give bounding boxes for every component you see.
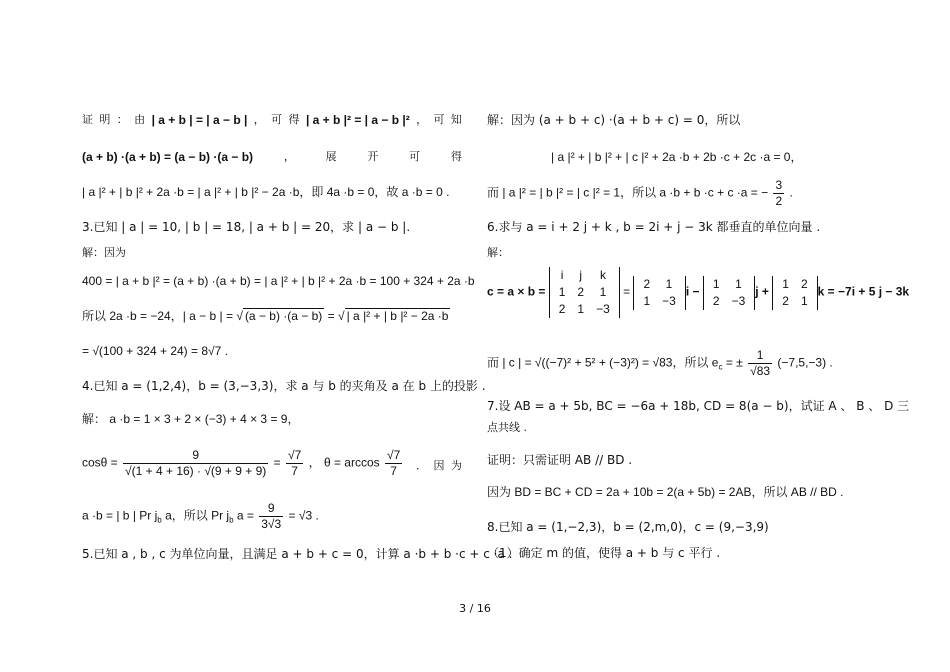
matrix-cell: 1: [599, 285, 607, 299]
math-expr: | a + b | = | a − b |: [151, 113, 248, 127]
q6-norm-tail: = ±: [725, 355, 743, 370]
matrix-cell: 2: [577, 285, 585, 299]
matrix-row: [553, 301, 616, 318]
matrix-cell: 2: [643, 276, 651, 291]
theta-numerator: √7: [386, 448, 401, 462]
proof-word: 因: [433, 459, 445, 472]
proj-subscript: b: [157, 515, 162, 525]
matrix-row: [637, 276, 681, 293]
cos-numerator: 9: [123, 448, 268, 464]
question-5: 5.已知 a , b , c 为单位向量，且满足 a + b + c = 0，计算 a ·b + b ·c + c ·a .: [82, 547, 513, 561]
matrix-cell: 2: [558, 302, 566, 316]
proj-mid: a，所以 Pr j: [165, 508, 230, 523]
q5-fraction: [773, 178, 784, 209]
proof-line-3: | a |² + | b |² + 2a ·b = | a |² + | b |² − 2a ·b，即 4a ·b = 0，故 a ·b = 0 .: [82, 185, 450, 199]
proj-denominator: 3√3: [261, 517, 282, 531]
proof-line-1: [82, 112, 462, 128]
q6-norm-subscript: c: [718, 362, 723, 372]
sqrt-symbol: √: [338, 309, 345, 323]
proj-tail: = √3 .: [288, 508, 319, 523]
cos-result-denominator: 7: [291, 464, 298, 478]
solution-label: 解：: [487, 246, 509, 259]
proof-word: 证: [82, 113, 93, 126]
proj-a: a =: [236, 508, 254, 523]
matrix-cell: 1: [558, 285, 566, 299]
q4-dot-product: 解： a ·b = 1 × 3 + 2 × (−3) + 4 × 3 = 9，: [82, 412, 300, 426]
proj-subscript: b: [229, 515, 234, 525]
proj-prefix: a ·b = | b | Pr j: [82, 508, 158, 523]
question-7: 7.设 AB = a + 5b, BC = −6a + 18b, CD = 8(a − b)，试证 A 、 B 、 D 三: [487, 399, 910, 413]
matrix-cell: j: [579, 268, 583, 282]
proof-word: 得: [288, 113, 300, 126]
q3-eq2-radicand-2: | a |² + | b |² − 2a ·b: [346, 309, 449, 323]
matrix-cell: −3: [662, 293, 676, 308]
cos-denominator: √(1 + 4 + 16) · √(9 + 9 + 9): [125, 464, 267, 478]
proof-word: 由: [134, 113, 146, 126]
page-number: 3 / 16: [459, 602, 491, 615]
minor-3: [772, 276, 817, 310]
matrix-row: [707, 276, 751, 293]
matrix-cell: 1: [577, 302, 585, 316]
proof-word: 为: [451, 459, 462, 472]
matrix-cell: −3: [731, 293, 746, 308]
proof-word: 可: [271, 113, 283, 126]
matrix-cell: k: [599, 268, 606, 282]
q5-denominator: 2: [775, 194, 783, 208]
theta-part: ， θ = arccos: [308, 455, 380, 470]
proof-word: 展: [325, 150, 337, 163]
matrix-cell: i: [560, 268, 564, 282]
unit-j: j +: [755, 284, 769, 299]
matrix-cell: 1: [665, 276, 673, 291]
proof-word: 明: [99, 113, 111, 126]
q6-norm: [487, 348, 833, 379]
proof-word: ：: [116, 113, 128, 126]
question-7-continued: 点共线 .: [487, 421, 527, 434]
matrix-cell: 2: [712, 293, 720, 308]
matrix-row: [707, 293, 751, 310]
matrix-row: [637, 293, 681, 310]
q5-solution: 解：因为 (a + b + c) ·(a + b + c) = 0，所以: [487, 113, 741, 127]
proof-word: ，: [283, 150, 295, 163]
minor-1: [633, 276, 685, 310]
matrix-row: [776, 276, 813, 293]
proof-word: ．: [416, 459, 427, 472]
matrix-cell: 1: [735, 276, 742, 291]
theta-fraction: [385, 448, 402, 479]
matrix-row: [776, 293, 813, 310]
q4-projection-line: [82, 501, 319, 532]
matrix-cell: 1: [643, 293, 651, 308]
q3-equation-1: 400 = | a + b |² = (a + b) ·(a + b) = | a |² + | b |² + 2a ·b = 100 + 324 + 2a ·b: [82, 274, 475, 288]
proof-word: 知: [450, 113, 462, 126]
matrix-cell: 1: [782, 276, 789, 291]
q5-result-prefix: 而 | a |² = | b |² = | c |² = 1，所以 a ·b + b ·c + c ·a = −: [487, 185, 769, 200]
cos-result-numerator: √7: [288, 448, 302, 462]
q3-eq2-radicand-1: (a − b) ·(a − b): [244, 309, 323, 323]
q6-numerator: 1: [748, 348, 772, 364]
proof-word: 得: [450, 150, 462, 163]
matrix-cell: 2: [800, 276, 808, 291]
q7-calc: 因为 BD = BC + CD = 2a + 10b = 2(a + 5b) = 2AB，所以 AB // BD .: [487, 485, 844, 499]
cos-fraction: [123, 448, 268, 479]
q6-tail: k = −7i + 5 j − 3k: [817, 284, 910, 299]
proof-word: ，: [253, 113, 265, 126]
theta-denominator: 7: [390, 464, 397, 478]
equals-sign: =: [327, 309, 335, 323]
q4-cos-line: [82, 448, 462, 479]
minor-table: [707, 276, 751, 310]
q3-equation-3: = √(100 + 324 + 24) = 8√7 .: [82, 344, 228, 358]
minor-table: [637, 276, 681, 310]
yin-wei-group: [416, 458, 462, 474]
question-6: 6.求与 a = i + 2 j + k , b = 2i + j − 3k 都垂直的单位向量 .: [487, 220, 821, 234]
question-4: 4.已知 a = (1,2,4)，b = (3,−3,3)，求 a 与 b 的夹角及 a 在 b 上的投影 .: [82, 379, 486, 393]
proof-line-2: [82, 149, 462, 165]
proj-fraction: [259, 501, 283, 532]
q5-result: [487, 178, 793, 209]
math-expr: (a + b) ·(a + b) = (a − b) ·(a − b): [82, 150, 254, 164]
equals-sign: =: [623, 284, 631, 299]
q3-equation-2: [82, 308, 450, 324]
proof-word: 可: [433, 113, 445, 126]
sqrt-symbol: √: [236, 309, 243, 323]
question-8: 8.已知 a = (1,−2,3)，b = (2,m,0)，c = (9,−3,9): [487, 520, 769, 534]
determinant-3x3: [549, 267, 620, 318]
q6-c-label: c = a × b =: [487, 284, 546, 299]
cos-result-fraction: [286, 448, 303, 479]
determinant-table: [553, 267, 616, 318]
q6-fraction: [748, 348, 772, 379]
solution-label: 解：因为: [82, 246, 126, 259]
q6-denominator: √83: [750, 364, 771, 378]
equals-sign: =: [273, 455, 281, 470]
proj-numerator: 9: [259, 501, 283, 517]
q6-norm-text: 而 | c | = √((−7)² + 5² + (−3)²) = √83，所以 e: [487, 355, 719, 370]
matrix-cell: 2: [782, 293, 789, 308]
matrix-cell: 1: [800, 293, 808, 308]
period: .: [789, 185, 793, 200]
q6-vector: (−7,5,−3) .: [777, 355, 833, 370]
cos-prefix: cosθ =: [82, 455, 118, 470]
minor-table: [776, 276, 813, 310]
question-3: 3.已知 | a | = 10, | b | = 18, | a + b | = 20，求 | a − b |.: [82, 220, 411, 234]
matrix-row: [553, 267, 616, 284]
question-8-part-1: （1）确定 m 的值，使得 a + b 与 c 平行 .: [487, 546, 721, 560]
q5-equation: | a |² + | b |² + | c |² + 2a ·b + 2b ·c + 2c ·a = 0，: [551, 150, 803, 164]
proof-word: 可: [409, 150, 421, 163]
matrix-cell: −3: [596, 302, 610, 316]
matrix-row: [553, 284, 616, 301]
matrix-cell: 1: [712, 276, 720, 291]
math-expr: | a + b |² = | a − b |²: [305, 113, 410, 127]
q6-cross-product: [487, 267, 909, 318]
q5-numerator: 3: [775, 178, 783, 192]
q7-proof: 证明：只需证明 AB // BD .: [487, 453, 633, 467]
minor-2: [703, 276, 755, 310]
q3-eq2-prefix: 所以 2a ·b = −24，| a − b | =: [82, 309, 233, 323]
proof-word: 开: [367, 150, 379, 163]
unit-i: i −: [685, 284, 700, 299]
proof-word: ，: [416, 113, 428, 126]
